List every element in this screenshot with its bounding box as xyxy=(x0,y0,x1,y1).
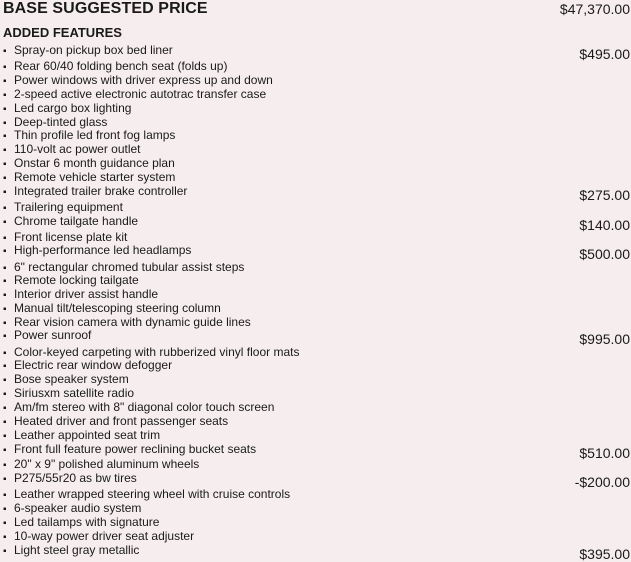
feature-price: $140.00 xyxy=(579,217,630,233)
feature-label: 20" x 9" polished aluminum wheels xyxy=(14,457,200,471)
bullet-icon: ▪ xyxy=(3,187,7,198)
feature-label: 2-speed active electronic autotrac transfer case xyxy=(14,87,267,101)
feature-row xyxy=(3,414,630,428)
bullet-icon: ▪ xyxy=(3,518,7,529)
feature-label: 10-way power driver seat adjuster xyxy=(14,529,195,543)
feature-label: P275/55r20 as bw tires xyxy=(14,471,137,485)
bullet-icon: ▪ xyxy=(3,348,7,359)
feature-label: Onstar 6 month guidance plan xyxy=(14,156,175,170)
feature-label: Integrated trailer brake controller xyxy=(14,184,188,198)
feature-row xyxy=(3,428,630,442)
bullet-icon: ▪ xyxy=(3,403,7,414)
feature-label: High-performance led headlamps xyxy=(14,243,192,257)
bullet-icon: ▪ xyxy=(3,504,7,515)
feature-label: Trailering equipment xyxy=(14,200,123,214)
bullet-icon: ▪ xyxy=(3,474,7,485)
feature-label: Chrome tailgate handle xyxy=(14,214,139,228)
feature-label: Rear 60/40 folding bench seat (folds up) xyxy=(14,59,228,73)
bullet-icon: ▪ xyxy=(3,62,7,73)
bullet-icon: ▪ xyxy=(3,445,7,456)
bullet-icon: ▪ xyxy=(3,290,7,301)
feature-label: Siriusxm satellite radio xyxy=(14,386,135,400)
feature-label: 6-speaker audio system xyxy=(14,501,142,515)
feature-label: Leather wrapped steering wheel with cruise controls xyxy=(14,487,291,501)
added-features-heading: ADDED FEATURES xyxy=(3,25,122,40)
bullet-icon: ▪ xyxy=(3,90,7,101)
feature-row xyxy=(3,501,630,515)
bullet-icon: ▪ xyxy=(3,104,7,115)
feature-label: 6" rectangular chromed tubular assist steps xyxy=(14,260,245,274)
feature-price: $510.00 xyxy=(579,445,630,461)
feature-row xyxy=(3,115,630,129)
base-price-value: $47,370.00 xyxy=(559,1,630,17)
feature-label: Power sunroof xyxy=(14,328,92,342)
feature-row xyxy=(3,400,630,414)
bullet-icon: ▪ xyxy=(3,546,7,557)
bullet-icon: ▪ xyxy=(3,217,7,228)
feature-row xyxy=(3,273,630,287)
bullet-icon: ▪ xyxy=(3,417,7,428)
feature-row xyxy=(3,200,630,214)
feature-label: Deep-tinted glass xyxy=(14,115,108,129)
feature-label: Remote locking tailgate xyxy=(14,273,139,287)
feature-label: Manual tilt/telescoping steering column xyxy=(14,301,221,315)
feature-row xyxy=(3,287,630,301)
feature-row xyxy=(3,142,630,156)
feature-label: Bose speaker system xyxy=(14,372,129,386)
bullet-icon: ▪ xyxy=(3,173,7,184)
feature-label: Power windows with driver express up and down xyxy=(14,73,273,87)
feature-row xyxy=(3,260,630,274)
bullet-icon: ▪ xyxy=(3,233,7,244)
feature-price: -$200.00 xyxy=(574,474,630,490)
bullet-icon: ▪ xyxy=(3,532,7,543)
bullet-icon: ▪ xyxy=(3,276,7,287)
feature-label: Rear vision camera with dynamic guide lines xyxy=(14,315,251,329)
feature-row xyxy=(3,328,630,347)
bullet-icon: ▪ xyxy=(3,304,7,315)
feature-price: $395.00 xyxy=(579,546,630,562)
bullet-icon: ▪ xyxy=(3,375,7,386)
bullet-icon: ▪ xyxy=(3,46,7,57)
feature-row xyxy=(3,529,630,543)
feature-row xyxy=(3,243,630,262)
feature-price: $495.00 xyxy=(579,46,630,62)
feature-label: Front license plate kit xyxy=(14,230,128,244)
bullet-icon: ▪ xyxy=(3,361,7,372)
feature-label: Interior driver assist handle xyxy=(14,287,159,301)
feature-row xyxy=(3,43,630,62)
feature-row xyxy=(3,156,630,170)
feature-row xyxy=(3,128,630,142)
feature-row xyxy=(3,442,630,461)
feature-row xyxy=(3,73,630,87)
feature-row xyxy=(3,372,630,386)
bullet-icon: ▪ xyxy=(3,263,7,274)
feature-price: $995.00 xyxy=(579,331,630,347)
bullet-icon: ▪ xyxy=(3,460,7,471)
feature-label: Light steel gray metallic xyxy=(14,543,140,557)
bullet-icon: ▪ xyxy=(3,145,7,156)
feature-row xyxy=(3,457,630,471)
feature-row xyxy=(3,101,630,115)
feature-label: Thin profile led front fog lamps xyxy=(14,128,176,142)
feature-label: Led tailamps with signature xyxy=(14,515,160,529)
feature-label: Remote vehicle starter system xyxy=(14,170,176,184)
bullet-icon: ▪ xyxy=(3,118,7,129)
feature-label: Color-keyed carpeting with rubberized vinyl floor mats xyxy=(14,345,300,359)
feature-label: 110-volt ac power outlet xyxy=(14,142,141,156)
feature-row xyxy=(3,515,630,529)
feature-label: Am/fm stereo with 8" diagonal color touch screen xyxy=(14,400,275,414)
feature-row xyxy=(3,358,630,372)
feature-price: $500.00 xyxy=(579,246,630,262)
feature-label: Led cargo box lighting xyxy=(14,101,132,115)
feature-row xyxy=(3,59,630,73)
bullet-icon: ▪ xyxy=(3,76,7,87)
feature-row xyxy=(3,170,630,184)
bullet-icon: ▪ xyxy=(3,131,7,142)
feature-label: Front full feature power reclining bucket seats xyxy=(14,442,257,456)
feature-row xyxy=(3,543,630,562)
feature-label: Leather appointed seat trim xyxy=(14,428,161,442)
feature-row xyxy=(3,301,630,315)
bullet-icon: ▪ xyxy=(3,159,7,170)
bullet-icon: ▪ xyxy=(3,389,7,400)
feature-row xyxy=(3,471,630,490)
feature-row xyxy=(3,230,630,244)
bullet-icon: ▪ xyxy=(3,431,7,442)
bullet-icon: ▪ xyxy=(3,490,7,501)
bullet-icon: ▪ xyxy=(3,203,7,214)
feature-row xyxy=(3,87,630,101)
feature-row xyxy=(3,214,630,233)
feature-row xyxy=(3,386,630,400)
feature-row xyxy=(3,487,630,501)
feature-label: Electric rear window defogger xyxy=(14,358,173,372)
bullet-icon: ▪ xyxy=(3,318,7,329)
base-price-label: BASE SUGGESTED PRICE xyxy=(3,0,208,17)
feature-row xyxy=(3,345,630,359)
feature-price: $275.00 xyxy=(579,187,630,203)
feature-row xyxy=(3,315,630,329)
feature-row xyxy=(3,184,630,203)
bullet-icon: ▪ xyxy=(3,331,7,342)
feature-label: Heated driver and front passenger seats xyxy=(14,414,229,428)
feature-label: Spray-on pickup box bed liner xyxy=(14,43,173,57)
bullet-icon: ▪ xyxy=(3,246,7,257)
